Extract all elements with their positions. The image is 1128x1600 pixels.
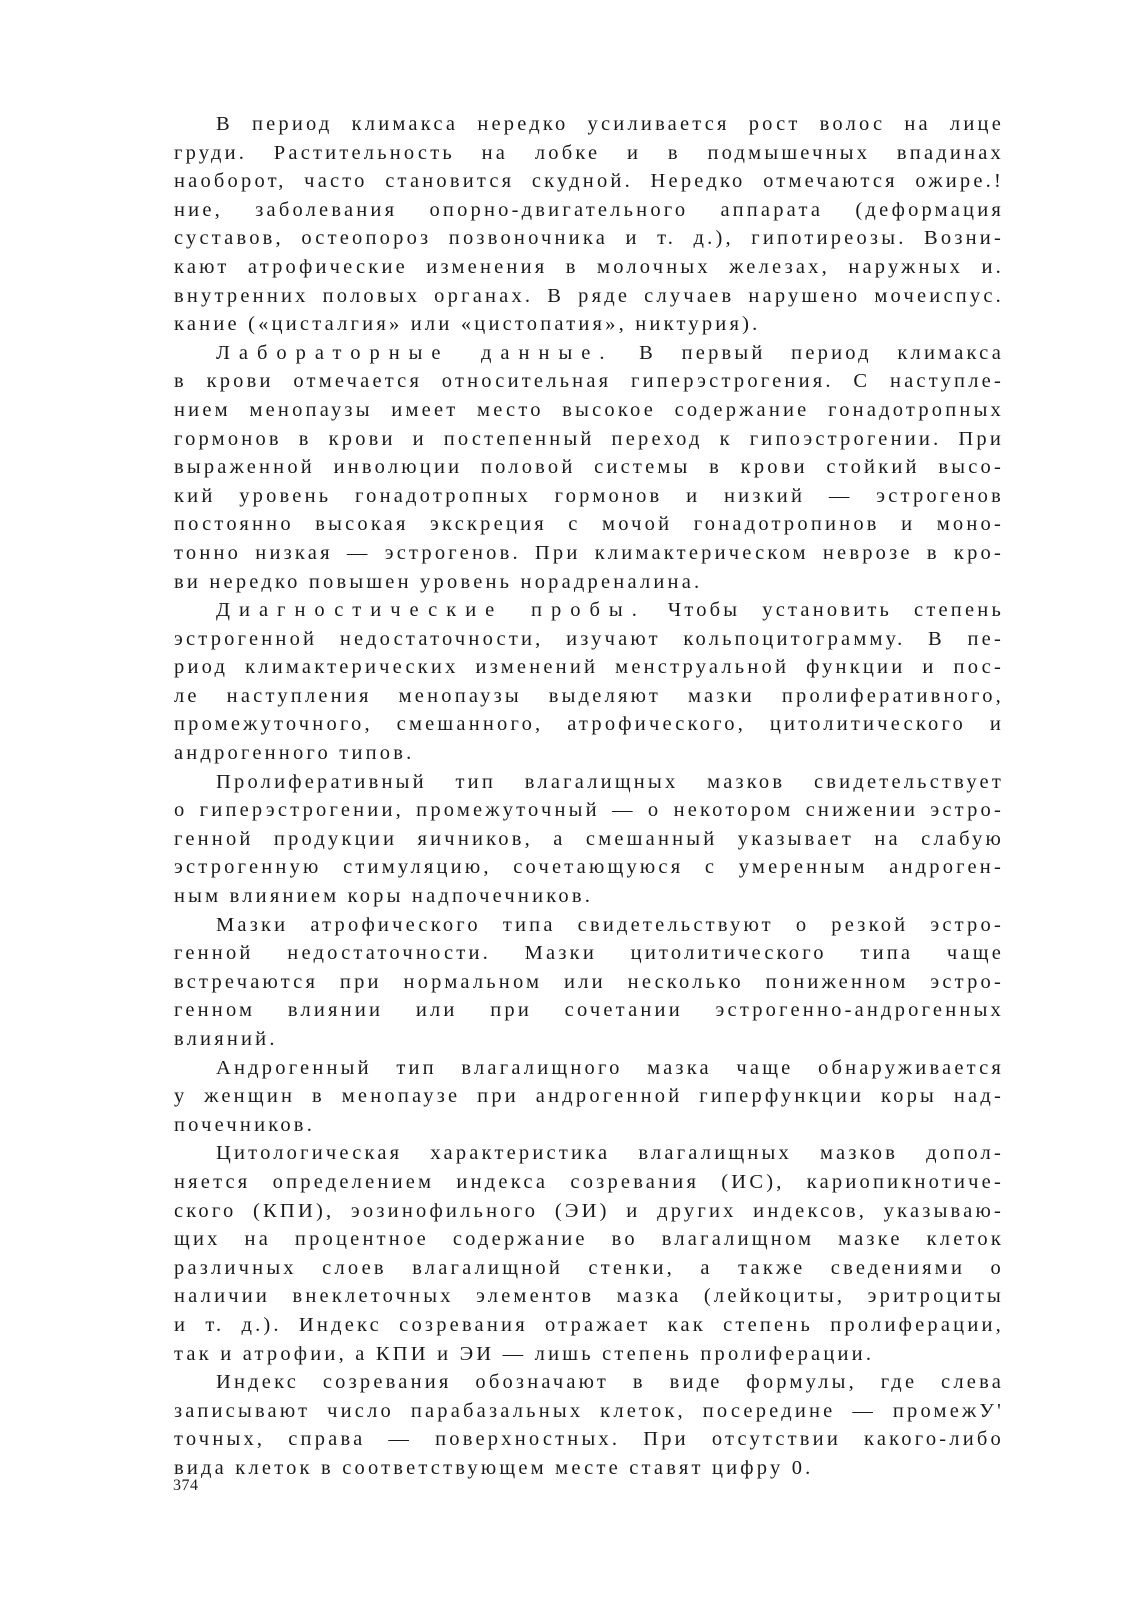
text-line: и т. д.). Индекс созревания отражает как степень пролиферации, [174, 1313, 1004, 1336]
text-line: постоянно высокая экскреция с мочой гонадотропинов и моно- [174, 513, 1004, 536]
text-line: эстрогенной недостаточности, изучают кольпоцитограмму. В пе- [174, 627, 1004, 650]
text-line: Мазки атрофического типа свидетельствуют о резкой эстро- [216, 913, 1004, 936]
text-line: щих на процентное содержание во влагалищном мазке клеток [174, 1228, 1004, 1251]
text-line: ным влиянием коры надпочечников. [174, 885, 594, 908]
text-line: генной продукции яичников, а смешанный указывает на слабую [174, 827, 1004, 850]
text-line: записывают число парабазальных клеток, посередине — промежУ' [174, 1399, 1004, 1422]
text-line: влияний. [174, 1028, 278, 1050]
text-line: кают атрофические изменения в молочных железах, наружных и. [174, 255, 1004, 278]
text-line: эстрогенную стимуляцию, сочетающуюся с умеренным андроген- [174, 856, 1004, 879]
text-line: генной недостаточности. Мазки цитолитического типа чаще [174, 942, 1004, 965]
text-fragment: Чтобы установить степень [667, 599, 1004, 622]
text-line: о гиперэстрогении, промежуточный — о некотором снижении эстро- [174, 799, 1004, 822]
text-line: В период климакса нередко усиливается рост волос на лице [216, 113, 1004, 135]
text-line: гормонов в крови и постепенный переход к гипоэстрогении. При [174, 427, 1004, 450]
text-line: точных, справа — поверхностных. При отсутствии какого-либо [174, 1428, 1004, 1451]
text-line: ского (КПИ), эозинофильного (ЭИ) и других индексов, указываю- [174, 1199, 1004, 1222]
paragraph [174, 1368, 1004, 1482]
text-line: нием менопаузы имеет место высокое содержание гонадотропных [174, 398, 1004, 421]
text-line: у женщин в менопаузе при андрогенной гиперфункции коры над- [174, 1085, 1004, 1108]
text-line: тонно низкая — эстрогенов. При климактерическом неврозе в кро- [174, 541, 1004, 564]
paragraph [174, 1139, 1004, 1368]
paragraph [174, 596, 1004, 768]
text-line: почечников. [174, 1113, 316, 1136]
text-fragment: В первый период климакса [639, 341, 1004, 364]
section-heading: Диагностические пробы. [216, 599, 646, 622]
paragraph [174, 339, 1004, 596]
text-line: наоборот, часто становится скудной. Нередко отмечаются ожире.! [174, 170, 1004, 193]
page-number: 374 [173, 1477, 199, 1494]
text-line: суставов, остеопороз позвоночника и т. д.), гипотиреозы. Возни- [174, 227, 1004, 250]
text-line: встречаются при нормальном или несколько пониженном эстро- [174, 970, 1004, 993]
text-line: наличии внеклеточных элементов мазка (лейкоциты, эритроциты [174, 1285, 1004, 1308]
text-line: Пролиферативный тип влагалищных мазков свидетельствует [216, 770, 1004, 793]
text-line: ле наступления менопаузы выделяют мазки пролиферативного, [174, 684, 1004, 707]
text-line: андрогенного типов. [174, 742, 415, 765]
text-line: Андрогенный тип влагалищного мазка чаще обнаруживается [216, 1056, 1004, 1079]
text-line: кание («цисталгия» или «цистопатия», никтурия). [174, 313, 761, 336]
text-line: различных слоев влагалищной стенки, а также сведениями о [174, 1256, 1004, 1279]
text-line: ние, заболевания опорно-двигательного аппарата (деформация [174, 198, 1004, 221]
body-text [174, 110, 1004, 1483]
text-line: Индекс созревания обозначают в виде формулы, где слева [216, 1371, 1004, 1394]
text-line: вида клеток в соответствующем месте ставят цифру 0. [174, 1456, 814, 1479]
text-line [174, 596, 1004, 625]
text-line: няется определением индекса созревания (ИС), кариопикнотиче- [174, 1170, 1004, 1193]
text-line: кий уровень гонадотропных гормонов и низкий — эстрогенов [174, 484, 1004, 507]
text-line: внутренних половых органах. В ряде случаев нарушено мочеиспус. [174, 284, 1004, 307]
paragraph [174, 768, 1004, 911]
text-line: выраженной инволюции половой системы в крови стойкий высо- [174, 456, 1004, 479]
text-line: риод климактерических изменений менструальной функции и пос- [174, 656, 1004, 679]
text-line: в крови отмечается относительная гиперэстрогения. С наступле- [174, 370, 1004, 393]
text-line: груди. Растительность на лобке и в подмышечных впадинах [174, 141, 1004, 164]
section-heading: Лабораторные данные. [216, 341, 614, 364]
paragraph [174, 911, 1004, 1054]
text-line: промежуточного, смешанного, атрофического, цитолитического и [174, 713, 1004, 736]
text-line [174, 339, 1004, 368]
text-line: генном влиянии или при сочетании эстрогенно-андрогенных [174, 999, 1004, 1022]
text-line: Цитологическая характеристика влагалищных мазков допол- [216, 1142, 1004, 1165]
paragraph [174, 110, 1004, 339]
paragraph [174, 1054, 1004, 1140]
text-line: так и атрофии, а КПИ и ЭИ — лишь степень пролиферации. [174, 1342, 875, 1365]
text-line: ви нередко повышен уровень норадреналина. [174, 570, 703, 593]
